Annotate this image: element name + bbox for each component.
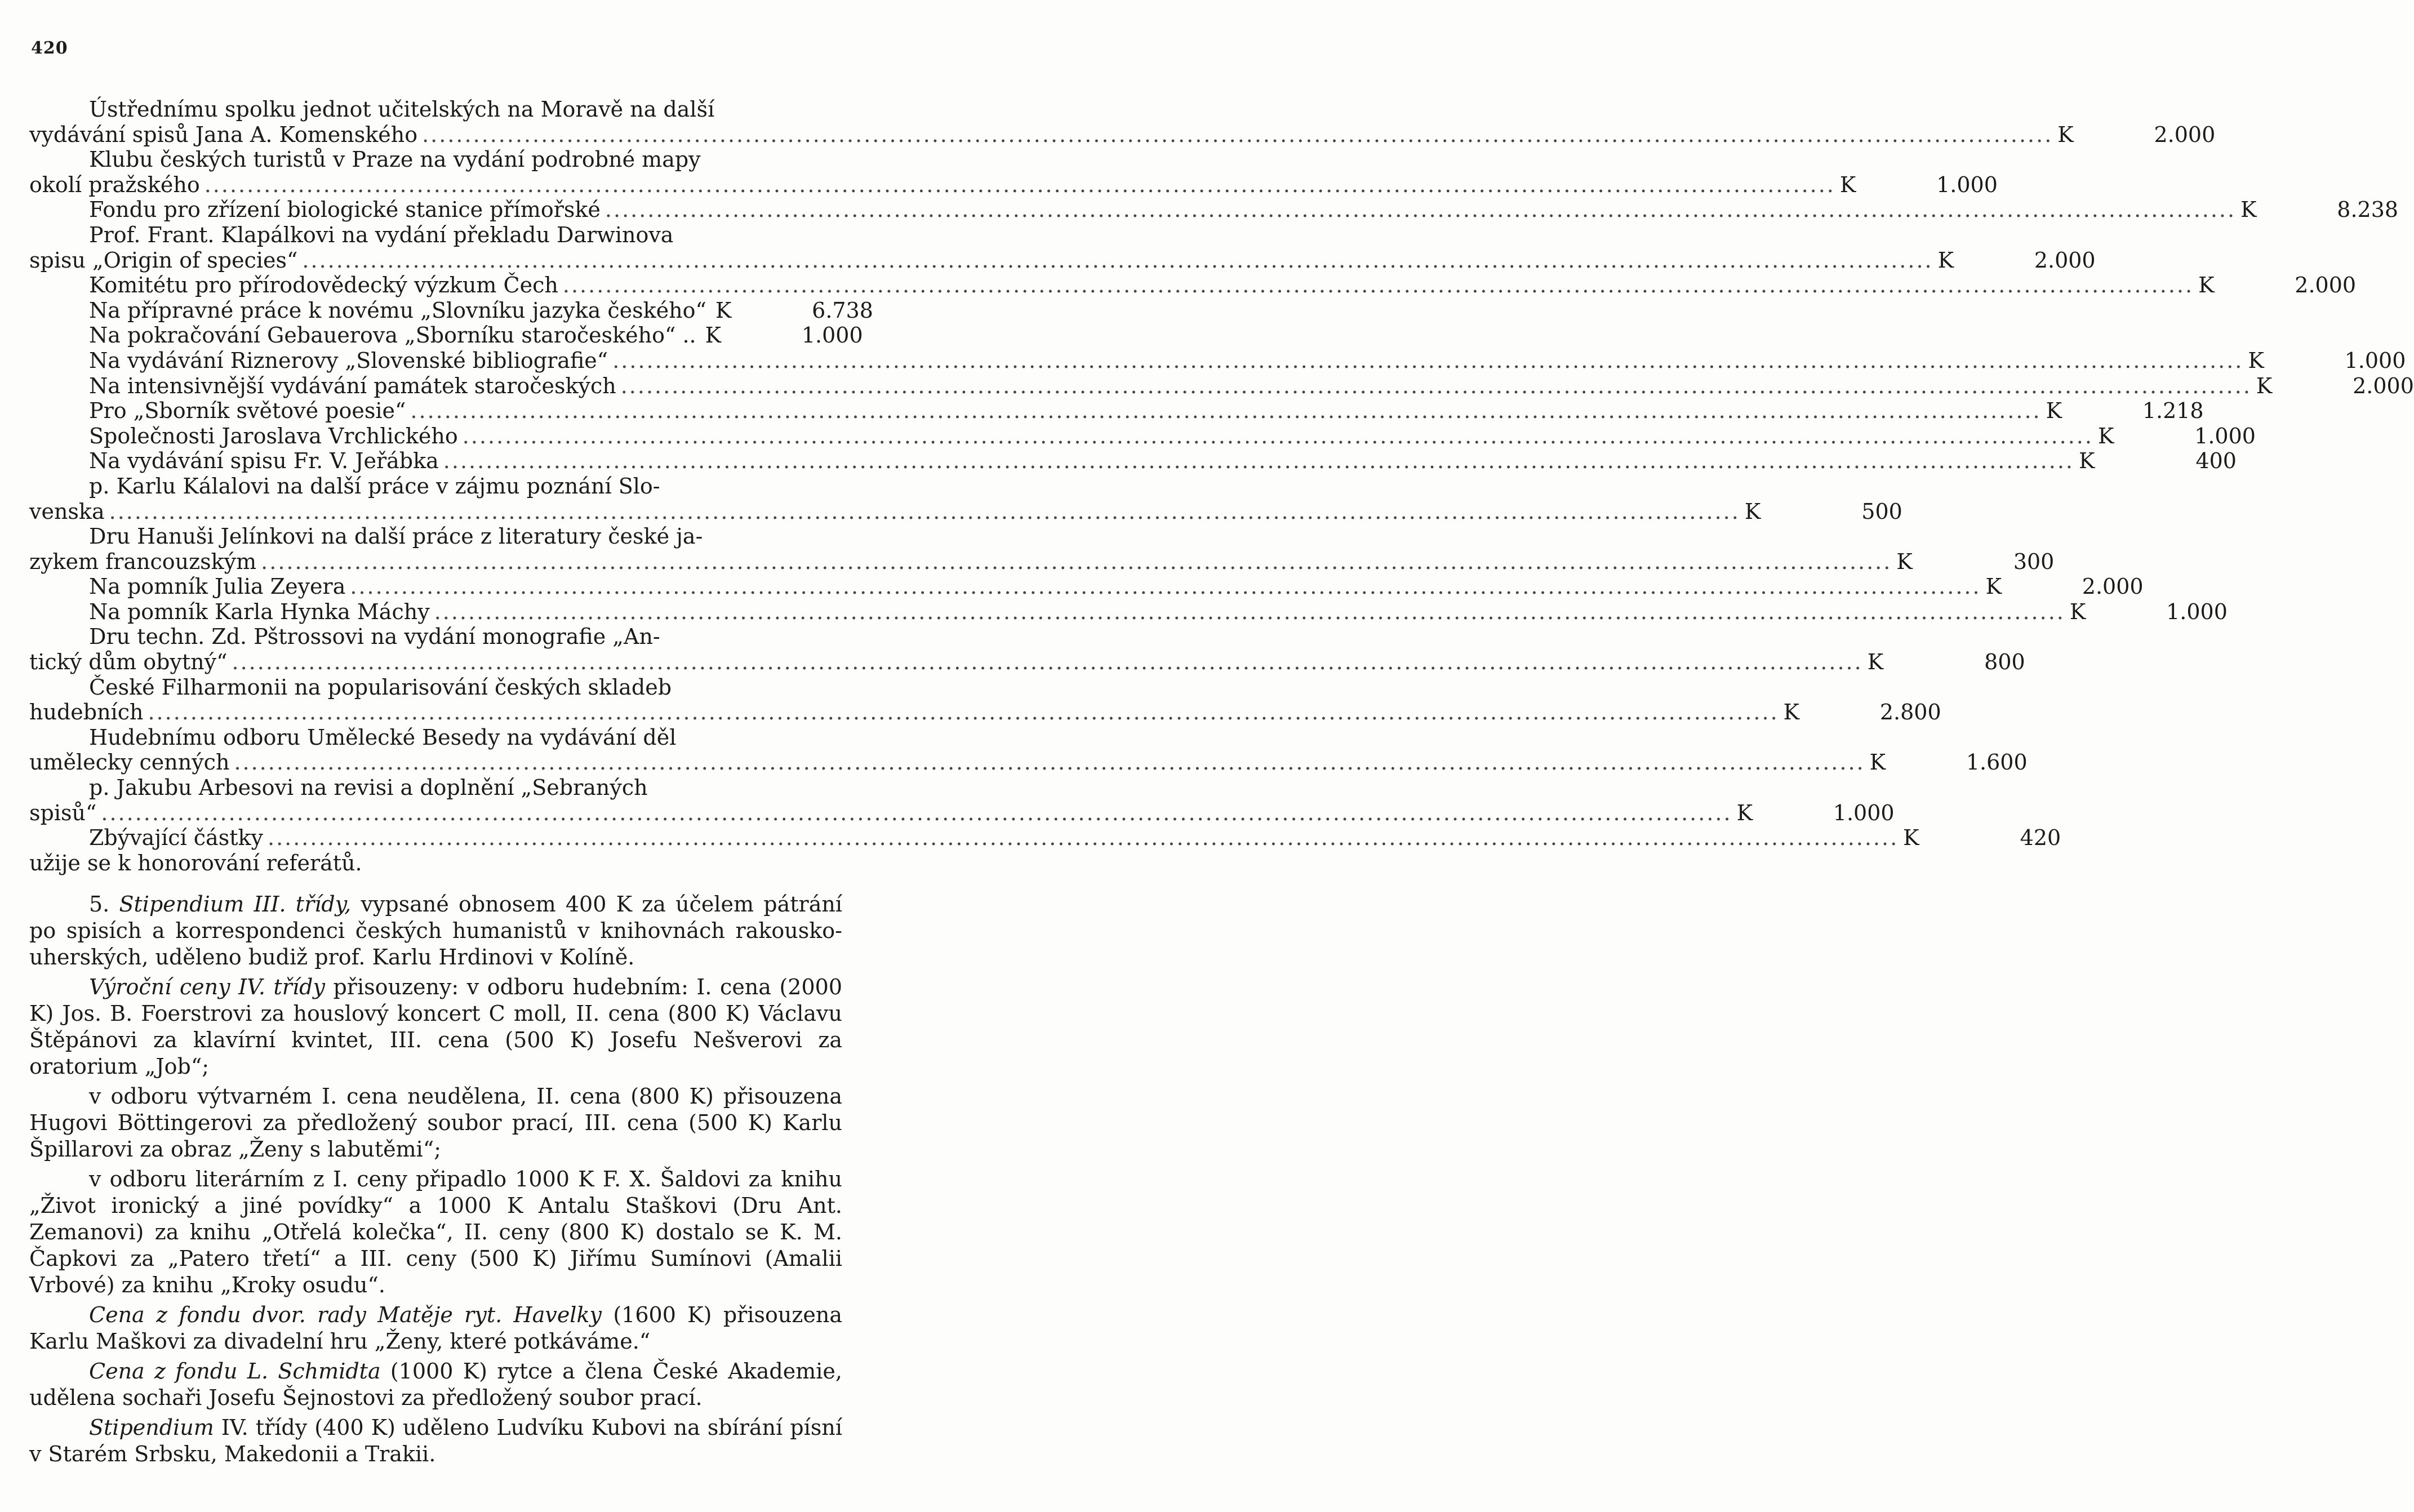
dot-leader	[463, 424, 2093, 449]
entry-description: Klubu českých turistů v Praze na vydání podrobné mapy	[89, 147, 701, 172]
amount-value: 1.000	[1833, 800, 1895, 825]
dot-leader	[605, 197, 2236, 223]
ledger-entry	[29, 624, 2025, 675]
dot-leader	[268, 825, 1899, 851]
ledger-entry	[29, 674, 1941, 725]
ledger-line	[29, 750, 2028, 775]
amount-value: 2.000	[2082, 574, 2144, 599]
entry-description: Hudebnímu odboru Umělecké Besedy na vydávání děl	[89, 724, 677, 750]
amount-value: 400	[2195, 448, 2237, 474]
ledger-entry	[29, 197, 2399, 223]
entry-description: spisů“	[29, 800, 97, 825]
entry-description: Na pomník Julia Zeyera	[89, 574, 346, 599]
ledger-line	[29, 97, 842, 122]
ledger-line	[29, 197, 2399, 223]
grant-ledger	[29, 97, 2414, 875]
dot-leader	[232, 650, 1863, 675]
ledger-line	[29, 549, 2055, 575]
dot-leader	[204, 172, 1835, 198]
currency-label: K	[1869, 750, 1886, 775]
paragraph-text: (1600 K) přisouzena Karlu Maškovi za divadelní hru „Ženy, které potkáváme.“	[29, 1302, 842, 1354]
currency-label: K	[1937, 247, 1954, 273]
currency-label: K	[705, 323, 722, 348]
currency-label: K	[1783, 700, 1800, 725]
ledger-entry	[29, 423, 2256, 449]
currency-label: K	[2240, 197, 2257, 223]
ledger-line	[29, 373, 2414, 399]
dot-leader	[148, 700, 1779, 725]
paragraph-havelka-prize	[29, 1302, 842, 1355]
ledger-line	[29, 273, 2357, 298]
ledger-line	[29, 725, 842, 750]
currency-label: K	[2256, 373, 2273, 398]
ledger-entry	[29, 724, 2028, 775]
amount-value: 1.000	[2194, 423, 2256, 448]
amount-value: 2.000	[2154, 122, 2216, 147]
ledger-line	[29, 122, 2216, 148]
dot-leader	[109, 499, 1740, 524]
dot-leader	[621, 373, 2252, 399]
paragraph-stipend-iv	[29, 1415, 842, 1467]
entry-description: Prof. Frant. Klapálkovi na vydání překladu Darwinova	[89, 222, 674, 247]
amount-value: 1.000	[2344, 348, 2406, 373]
ledger-line	[29, 524, 842, 549]
ledger-entry	[29, 323, 863, 348]
entry-description: spisu „Origin of species“	[29, 247, 298, 273]
entry-description: Na vydávání spisu Fr. V. Jeřábka	[89, 448, 439, 474]
entry-description: Dru techn. Zd. Pštrossovi na vydání monografie „An-	[89, 624, 660, 650]
amount-value: 800	[1984, 650, 2025, 675]
entry-description: okolí pražského	[29, 172, 200, 197]
paragraph-text: IV. třídy (400 K) uděleno Ludvíku Kubovi na sbírání písní v Starém Srbsku, Makedonii a Trakii.	[29, 1415, 842, 1466]
entry-description: zykem francouzským	[29, 549, 257, 574]
ledger-entry	[29, 473, 1902, 524]
paragraph-text: (1000 K) rytce a člena České Akademie, udělena sochaři Josefu Šejnostovi za předložený soubor prací.	[29, 1359, 842, 1410]
ledger-line	[29, 700, 1941, 725]
currency-label: K	[2248, 348, 2264, 373]
entry-description: Na pokračování Gebauerova „Sborníku staročeského“ ..	[89, 323, 696, 348]
ledger-line	[29, 775, 842, 801]
entry-description: venska	[29, 499, 105, 524]
ledger-entry	[29, 373, 2414, 399]
entry-description: Na přípravné práce k novému „Slovníku jazyka českého“	[89, 297, 706, 323]
dot-leader	[612, 348, 2243, 373]
entry-description: Fondu pro zřízení biologické stanice přímořské	[89, 197, 601, 223]
entry-description: Zbývající částky	[89, 825, 263, 851]
dot-leader	[443, 448, 2074, 474]
entry-description: p. Jakubu Arbesovi na revisi a doplnění „Sebraných	[89, 775, 648, 801]
amount-value: 2.000	[2353, 373, 2414, 398]
dot-leader	[563, 273, 2194, 298]
currency-label: K	[1736, 800, 1753, 825]
ledger-line	[29, 297, 873, 323]
ledger-line	[29, 147, 842, 172]
currency-label: K	[2078, 448, 2095, 474]
ledger-entry	[29, 775, 1895, 825]
amount-value: 2.000	[2034, 247, 2096, 273]
amount-value: 500	[1861, 499, 1902, 524]
paragraph-lead: 5.	[89, 892, 119, 917]
amount-value: 420	[2020, 825, 2061, 851]
entry-description: Komitétu pro přírodovědecký výzkum Čech	[89, 273, 558, 298]
entry-description: vydávání spisů Jana A. Komenského	[29, 122, 418, 147]
currency-label: K	[1985, 574, 2002, 599]
entry-description: Na vydávání Riznerovy „Slovenské bibliografie“	[89, 348, 608, 373]
ledger-line	[29, 825, 2061, 851]
paragraph-annual-prizes-music	[29, 974, 842, 1080]
entry-description: Na intensivnější vydávání památek staročeských	[89, 373, 616, 398]
dot-leader	[422, 122, 2053, 148]
ledger-line	[29, 675, 842, 700]
entry-description: České Filharmonii na popularisování českých skladeb	[89, 674, 672, 700]
ledger-entry	[29, 97, 2216, 147]
ledger-entry	[29, 297, 873, 323]
paragraph-text: vypsané obnosem 400 K za účelem pátrání po spisích a korrespondenci českých humanistů v knihovnách rakousko-uherských, uděleno budiž prof. Karlu Hrdinovi v Kolíně.	[29, 892, 842, 970]
prize-paragraphs	[29, 891, 842, 1471]
amount-value: 6.738	[812, 297, 873, 323]
ledger-entry	[29, 599, 2228, 625]
paragraph-schmidt-prize	[29, 1358, 842, 1411]
ledger-trailing-line: užije se k honorování referátů.	[29, 850, 362, 875]
ledger-line	[29, 574, 2144, 599]
amount-value: 1.000	[801, 323, 863, 348]
ledger-line	[29, 474, 842, 499]
paragraph-prizes-art	[29, 1083, 842, 1163]
currency-label: K	[2057, 122, 2074, 147]
currency-label: K	[1903, 825, 1919, 851]
ledger-line	[29, 624, 842, 650]
currency-label: K	[2097, 423, 2114, 448]
amount-value: 2.000	[2295, 273, 2357, 298]
entry-description: Na pomník Karla Hynka Máchy	[89, 599, 430, 624]
page-number: 420	[31, 38, 68, 58]
amount-value: 1.600	[1966, 750, 2028, 775]
ledger-line	[29, 650, 2025, 675]
dot-leader	[261, 549, 1892, 575]
ledger-line	[29, 599, 2228, 625]
dot-leader	[302, 248, 1933, 273]
ledger-line	[29, 800, 1895, 826]
ledger-line	[29, 172, 1998, 198]
dot-leader	[410, 398, 2041, 424]
currency-label: K	[1896, 549, 1913, 574]
entry-description: hudebních	[29, 700, 144, 725]
paragraph-italic-phrase: Stipendium III. třídy,	[119, 892, 352, 917]
paragraph-italic-phrase: Výroční ceny IV. třídy	[89, 975, 325, 999]
currency-label: K	[1744, 499, 1761, 524]
amount-value: 8.238	[2337, 197, 2399, 223]
entry-description: Pro „Sborník světové poesie“	[89, 398, 406, 424]
entry-description: tický dům obytný“	[29, 650, 228, 675]
ledger-entry	[29, 448, 2237, 474]
entry-description: Ústřednímu spolku jednot učitelských na Moravě na další	[89, 97, 715, 122]
ledger-entry	[29, 222, 2096, 273]
ledger-entry	[29, 524, 2055, 574]
currency-label: K	[2198, 273, 2215, 298]
amount-value: 1.218	[2142, 398, 2204, 424]
dot-leader	[434, 599, 2065, 625]
paragraph-stipend-iii	[29, 891, 842, 971]
currency-label: K	[1867, 650, 1884, 675]
paragraph-text: v odboru literárním z I. ceny připadlo 1000 K F. X. Šaldovi za knihu „Život ironický a jiné povídky“ a 1000 K Antalu Staškovi (Dru Ant. Zemanovi) za knihu „Otřelá kolečka“, II. ceny (800 K) dostalo se K. M. Čapkovi za „Patero třetí“ a III. ceny (500 K) Jiřímu Sumínovi (Amalii Vrbové) za knihu „Kroky osudu“.	[29, 1167, 842, 1297]
ledger-line	[29, 448, 2237, 474]
dot-leader	[350, 574, 1981, 599]
ledger-line	[29, 348, 2406, 373]
ledger-line	[29, 423, 2256, 449]
ledger-entry	[29, 574, 2144, 599]
currency-label: K	[715, 297, 732, 323]
ledger-line	[29, 247, 2096, 273]
ledger-line	[29, 323, 863, 348]
amount-value: 300	[2013, 549, 2055, 574]
entry-description: p. Karlu Kálalovi na další práce v zájmu poznání Slo-	[89, 473, 660, 499]
amount-value: 1.000	[1936, 172, 1998, 197]
dot-leader	[234, 750, 1865, 775]
ledger-line	[29, 499, 1902, 524]
paragraph-italic-phrase: Cena z fondu L. Schmidta	[89, 1359, 381, 1384]
dot-leader	[101, 801, 1732, 826]
entry-description: Společnosti Jaroslava Vrchlického	[89, 423, 458, 448]
currency-label: K	[2046, 398, 2062, 424]
paragraph-italic-phrase: Stipendium	[89, 1415, 214, 1440]
paragraph-text: přisouzeny: v odboru hudebním: I. cena (2000 K) Jos. B. Foerstrovi za houslový koncert C moll, II. cena (800 K) Václavu Štěpánovi za klavírní kvintet, III. cena (500 K) Josefu Nešverovi za oratorium „Job“;	[29, 975, 843, 1079]
currency-label: K	[1839, 172, 1856, 197]
ledger-entry	[29, 147, 1998, 197]
currency-label: K	[2069, 599, 2086, 624]
ledger-entry	[29, 398, 2204, 424]
paragraph-italic-phrase: Cena z fondu dvor. rady Matěje ryt. Havelky	[89, 1302, 602, 1327]
amount-value: 1.000	[2166, 599, 2228, 624]
ledger-line	[29, 223, 842, 248]
entry-description: umělecky cenných	[29, 750, 230, 775]
ledger-line	[29, 398, 2204, 424]
ledger-entry	[29, 273, 2357, 298]
ledger-entry	[29, 825, 2061, 851]
ledger-entry	[29, 348, 2406, 373]
paragraph-text: v odboru výtvarném I. cena neudělena, II. cena (800 K) přisouzena Hugovi Böttingerovi za předložený soubor prací, III. cena (500 K) Karlu Špillarovi za obraz „Ženy s labutěmi“;	[29, 1084, 842, 1162]
paragraph-prizes-literature	[29, 1166, 842, 1298]
entry-description: Dru Hanuši Jelínkovi na další práce z literatury české ja-	[89, 524, 703, 549]
amount-value: 2.800	[1879, 700, 1941, 725]
